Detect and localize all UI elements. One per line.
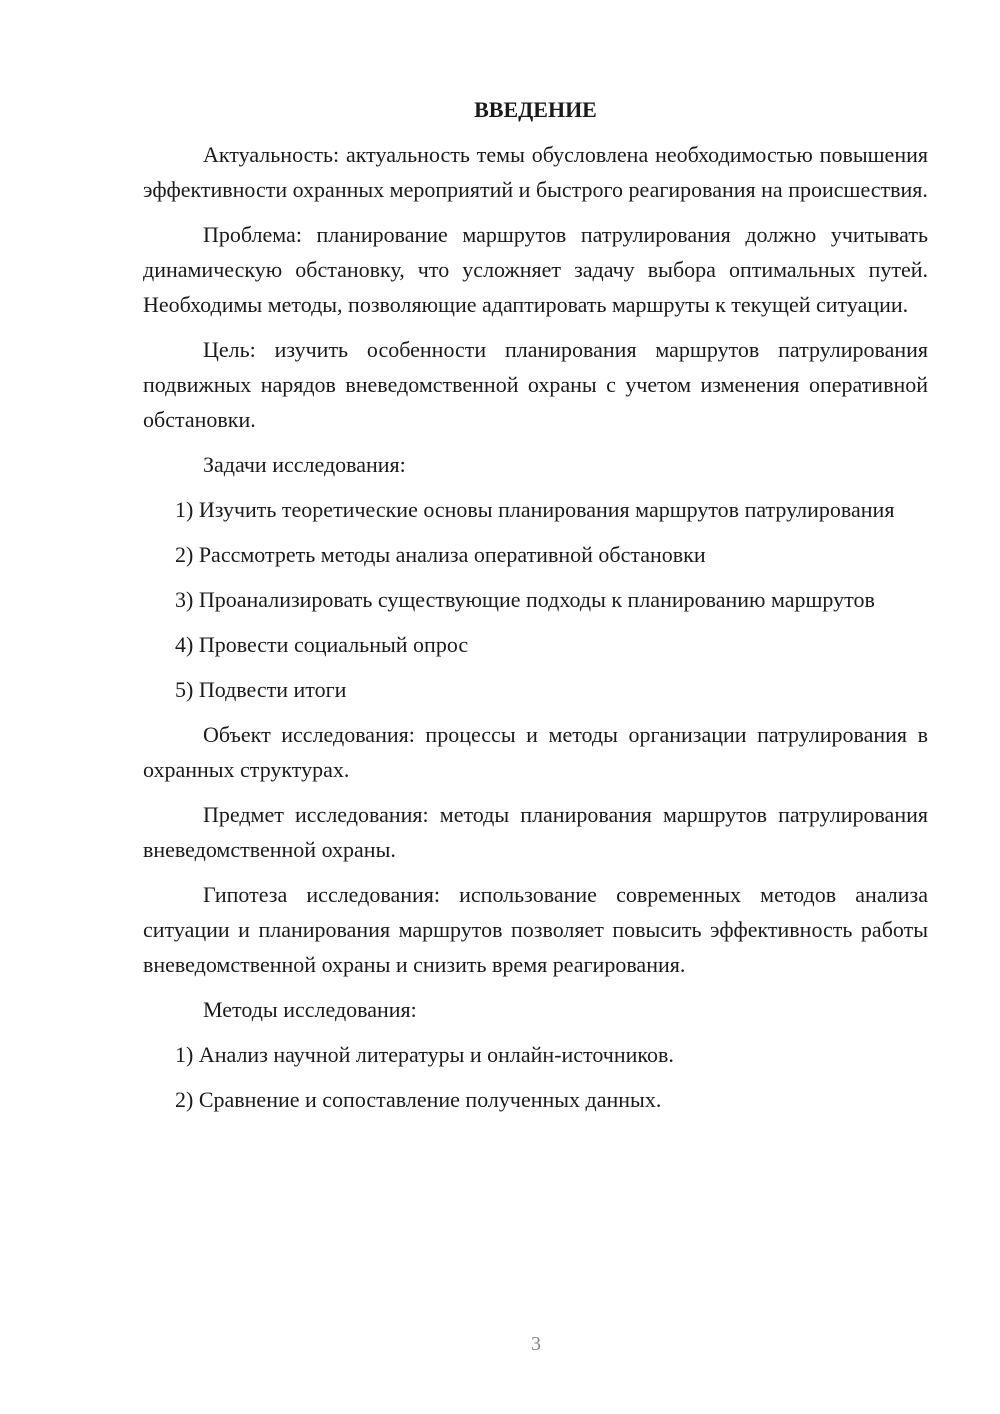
goal-paragraph: Цель: изучить особенности планирования маршрутов патрулирования подвижных нарядов вневедомственной охраны с учетом изменения оперативной обстановки. (143, 337, 928, 432)
methods-title: Методы исследования: (203, 997, 417, 1022)
page-title: ВВЕДЕНИЕ (474, 97, 597, 122)
method-item-1: 1) Анализ научной литературы и онлайн-источников. (175, 1042, 674, 1067)
task-item-3: 3) Проанализировать существующие подходы к планированию маршрутов (175, 587, 875, 612)
task-item-5: 5) Подвести итоги (175, 677, 347, 702)
task-item-4: 4) Провести социальный опрос (175, 632, 469, 657)
problem-paragraph: Проблема: планирование маршрутов патрулирования должно учитывать динамическую обстановку, что усложняет задачу выбора оптимальных путей. Необходимы методы, позволяющие адаптировать маршруты к текущей ситуации. (143, 222, 928, 317)
object-paragraph: Объект исследования: процессы и методы организации патрулирования в охранных структурах. (143, 722, 928, 782)
method-item-2: 2) Сравнение и сопоставление полученных данных. (175, 1087, 662, 1112)
relevance-paragraph: Актуальность: актуальность темы обусловлена необходимостью повышения эффективности охранных мероприятий и быстрого реагирования на происшествия. (143, 142, 928, 202)
page-number: 3 (531, 1333, 541, 1355)
task-item-1: 1) Изучить теоретические основы планирования маршрутов патрулирования (175, 497, 895, 522)
tasks-title: Задачи исследования: (203, 452, 406, 477)
task-item-2: 2) Рассмотреть методы анализа оперативной обстановки (175, 542, 706, 567)
page-content (143, 92, 928, 1127)
hypothesis-paragraph: Гипотеза исследования: использование современных методов анализа ситуации и планирования маршрутов позволяет повысить эффективность работы вневедомственной охраны и снизить время реагирования. (143, 882, 928, 977)
subject-paragraph: Предмет исследования: методы планирования маршрутов патрулирования вневедомственной охраны. (143, 802, 928, 862)
